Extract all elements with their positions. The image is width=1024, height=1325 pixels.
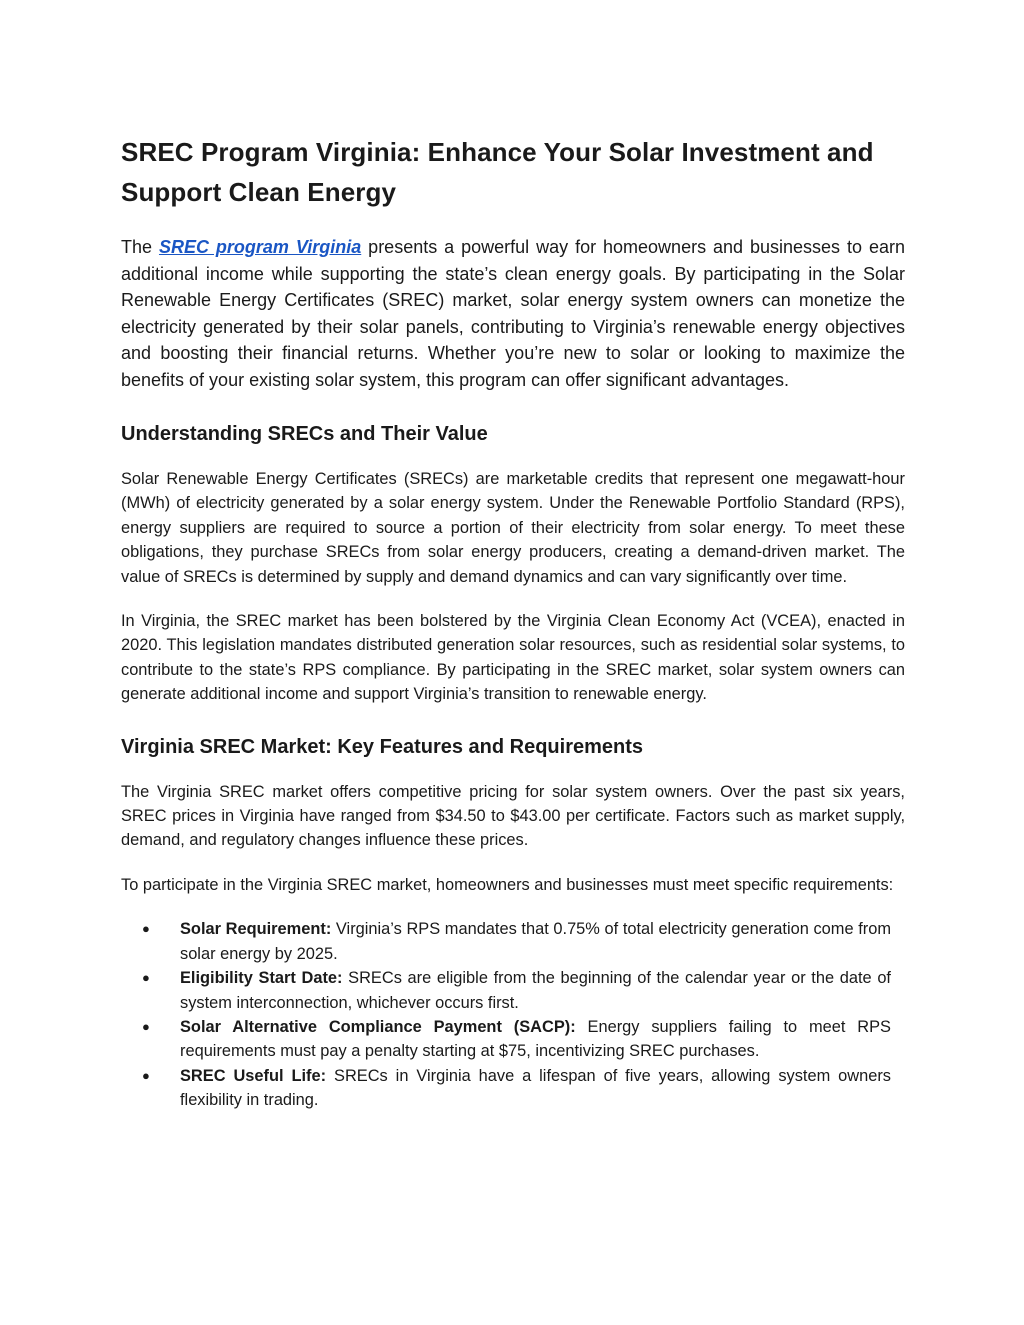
intro-prefix: The	[121, 237, 159, 257]
list-item	[142, 917, 891, 966]
list-item-text: SRECs in Virginia have a lifespan of five years, allowing system owners flexibility in trading.	[180, 1066, 892, 1110]
section-heading-understanding: Understanding SRECs and Their Value	[121, 423, 488, 445]
intro-text: presents a powerful way for homeowners and businesses to earn additional income while supporting the state’s clean energy goals. By participating in the Solar Renewable Energy Certificates (SREC) market, solar energy system owners can monetize the electricity generated by their solar panels, contributing to Virginia’s renewable energy objectives and boosting their financial returns. Whether you’re new to solar or looking to maximize the benefits of your existing solar system, this program can offer significant advantages.	[121, 237, 905, 390]
list-item-text: Energy suppliers failing to meet RPS requirements must pay a penalty starting at $75, incentivizing SREC purchases.	[180, 1017, 891, 1061]
list-item	[142, 1015, 891, 1064]
bullet-icon: ●	[142, 970, 150, 986]
bullet-icon: ●	[142, 1018, 150, 1034]
section1-paragraph-2: In Virginia, the SREC market has been bolstered by the Virginia Clean Economy Act (VCEA), enacted in 2020. This legislation mandates distributed generation solar resources, such as residential solar systems, to contribute to the state’s RPS compliance. By participating in the SREC market, solar system owners can generate additional income and support Virginia’s transition to renewable energy.	[121, 612, 905, 704]
srec-program-link[interactable]: SREC program Virginia	[158, 237, 362, 257]
requirements-list	[121, 917, 905, 1112]
document-page	[121, 132, 905, 1113]
intro-paragraph	[121, 234, 905, 393]
section1-paragraph-1: Solar Renewable Energy Certificates (SRECs) are marketable credits that represent one megawatt-hour (MWh) of electricity generated by a solar energy system. Under the Renewable Portfolio Standard (RPS), energy suppliers are required to source a portion of their electricity from solar energy. To meet these obligations, they purchase SRECs from solar energy producers, creating a demand-driven market. The value of SRECs is determined by supply and demand dynamics and can vary significantly over time.	[121, 470, 905, 586]
list-item-term: Solar Requirement:	[180, 920, 332, 939]
list-item-text: Virginia’s RPS mandates that 0.75% of total electricity generation come from solar energy by 2025.	[180, 920, 891, 963]
page-title: SREC Program Virginia: Enhance Your Solar Investment and Support Clean Energy	[121, 137, 874, 207]
bullet-icon: ●	[142, 1067, 150, 1083]
list-item-text: SRECs are eligible from the beginning of the calendar year or the date of system interconnection, whichever occurs first.	[180, 969, 891, 1012]
section-heading-market: Virginia SREC Market: Key Features and Requirements	[121, 735, 644, 758]
list-item-term: Eligibility Start Date:	[180, 969, 343, 988]
list-item-term: Solar Alternative Compliance Payment (SACP):	[180, 1017, 576, 1036]
list-item-term: SREC Useful Life:	[180, 1066, 327, 1085]
list-item	[142, 966, 891, 1015]
bullet-icon: ●	[142, 921, 150, 937]
list-item	[142, 1064, 892, 1113]
section2-paragraph-2: To participate in the Virginia SREC market, homeowners and businesses must meet specific requirements:	[121, 875, 894, 894]
section2-paragraph-1: The Virginia SREC market offers competitive pricing for solar system owners. Over the past six years, SREC prices in Virginia have ranged from $34.50 to $43.00 per certificate. Factors such as market supply, demand, and regulatory changes influence these prices.	[121, 782, 905, 850]
